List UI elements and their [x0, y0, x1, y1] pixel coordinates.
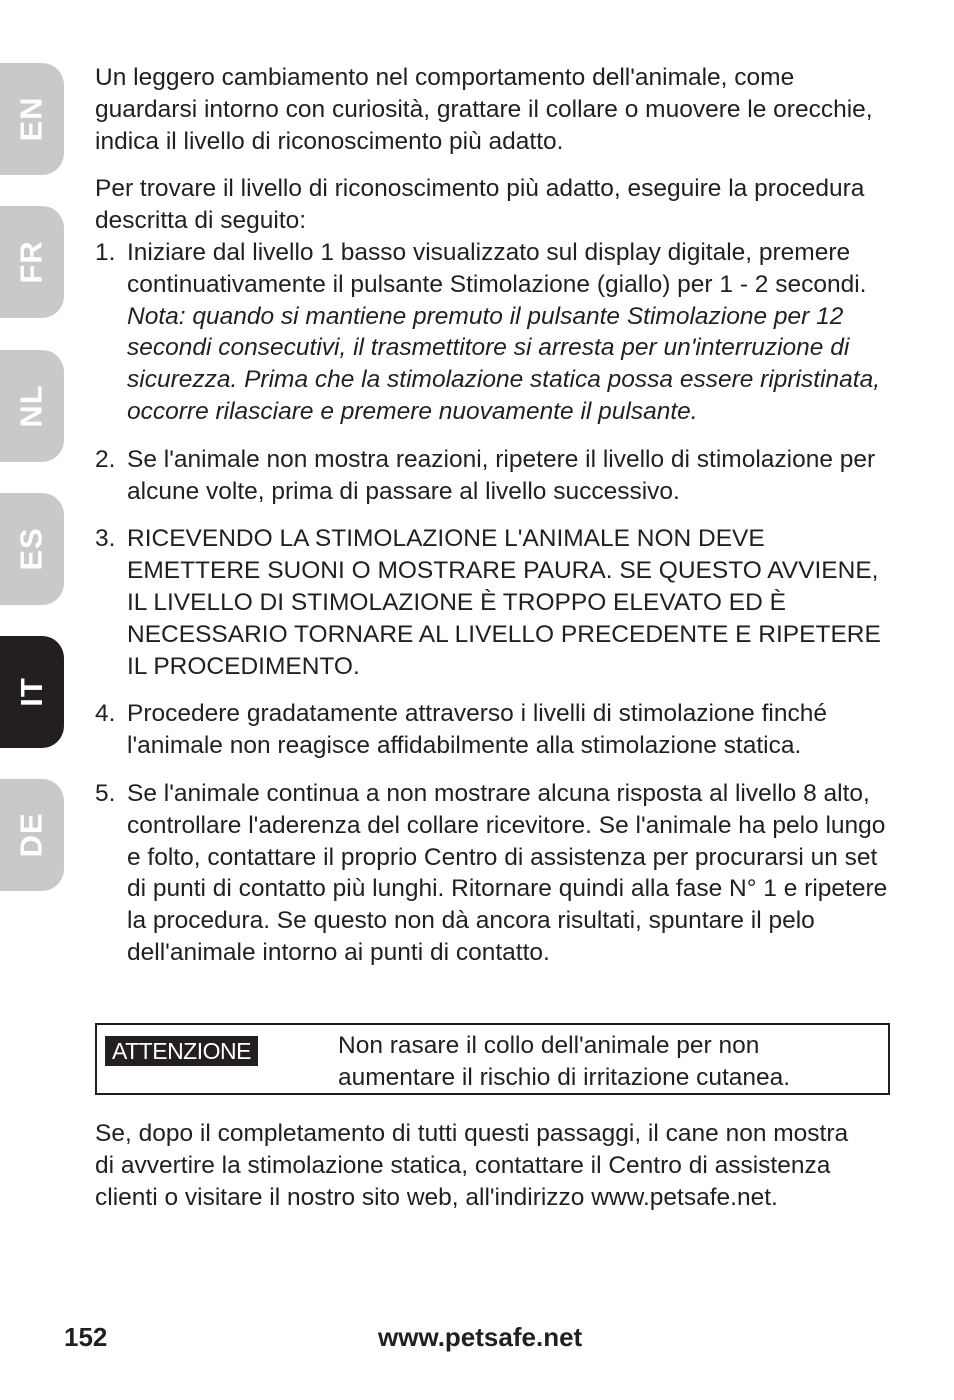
step-item — [95, 237, 895, 428]
tab-fr-label: FR — [13, 240, 49, 284]
step-item — [95, 444, 895, 508]
footer-url[interactable]: www.petsafe.net — [378, 1322, 583, 1352]
closing-paragraph: Se, dopo il completamento di tutti questi passaggi, il cane non mostra di avvertire la stimolazione statica, contattare il Centro di assistenza clienti o visitare il nostro sito web, all'indirizzo www.petsafe.net. — [95, 1120, 849, 1211]
tab-nl-label: NL — [13, 384, 49, 428]
step-item — [95, 698, 895, 762]
warning-text: Non rasare il collo dell'animale per non aumentare il rischio di irritazione cutanea. — [338, 1032, 791, 1091]
tab-de-label: DE — [13, 812, 49, 858]
tab-nl[interactable] — [0, 350, 64, 462]
step-number: 3. — [95, 525, 116, 553]
language-tabs — [0, 0, 64, 1400]
step-number: 4. — [95, 700, 116, 728]
step-number: 1. — [95, 238, 116, 266]
step-item — [95, 523, 895, 682]
tab-en-label: EN — [13, 96, 49, 142]
main-content — [95, 62, 895, 985]
tab-it-label: IT — [14, 677, 49, 707]
tab-es-label: ES — [13, 527, 49, 571]
page-number: 152 — [64, 1322, 108, 1352]
tab-de[interactable] — [0, 779, 64, 891]
procedure-intro: Per trovare il livello di riconoscimento più adatto, eseguire la procedura descritta di seguito: — [95, 175, 865, 235]
step-text — [127, 237, 895, 428]
step-body: Iniziare dal livello 1 basso visualizzato sul display digitale, premere continuativamente il pulsante Stimolazione (giallo) per 1 - 2 secondi. — [127, 238, 867, 298]
procedure-steps — [95, 237, 895, 969]
step-body: Se l'animale non mostra reazioni, ripetere il livello di stimolazione per alcune volte, prima di passare al livello successivo. — [127, 445, 876, 505]
tab-it[interactable] — [0, 636, 64, 748]
step-body: Se l'animale continua a non mostrare alcuna risposta al livello 8 alto, controllare l'aderenza del collare ricevitore. Se l'animale ha pelo lungo e folto, contattare il proprio Centro di assistenza per procurarsi un set di punti di contatto più lunghi. Ritornare quindi alla fase N° 1 e ripetere la procedura. Se questo non dà ancora risultati, spuntare il pelo dell'animale intorno ai punti di contatto. — [127, 779, 888, 966]
tab-en[interactable] — [0, 63, 64, 175]
step-number: 2. — [95, 445, 116, 473]
step-number: 5. — [95, 779, 116, 807]
step-body: Procedere gradatamente attraverso i livelli di stimolazione finché l'animale non reagisce affidabilmente alla stimolazione statica. — [127, 700, 827, 760]
step-body: RICEVENDO LA STIMOLAZIONE L'ANIMALE NON DEVE EMETTERE SUONI O MOSTRARE PAURA. SE QUESTO AVVIENE, IL LIVELLO DI STIMOLAZIONE È TROPPO ELEVATO ED È NECESSARIO TORNARE AL LIVELLO PRECEDENTE E RIPETERE IL PROCEDIMENTO. — [127, 525, 881, 680]
step-item — [95, 778, 895, 969]
step-note: Nota: quando si mantiene premuto il pulsante Stimolazione per 12 secondi consecutivi, il trasmettitore si arresta per un'interruzione di sicurezza. Prima che la stimolazione statica possa essere ripristinata, occorre rilasciare e premere nuovamente il pulsante. — [127, 302, 881, 425]
warning-label: ATTENZIONE — [105, 1036, 258, 1066]
tab-es[interactable] — [0, 493, 64, 605]
warning-box — [95, 1023, 890, 1095]
tab-fr[interactable] — [0, 206, 64, 318]
intro-paragraph: Un leggero cambiamento nel comportamento dell'animale, come guardarsi intorno con curiosità, grattare il collare o muovere le orecchie, indica il livello di riconoscimento più adatto. — [95, 64, 873, 155]
